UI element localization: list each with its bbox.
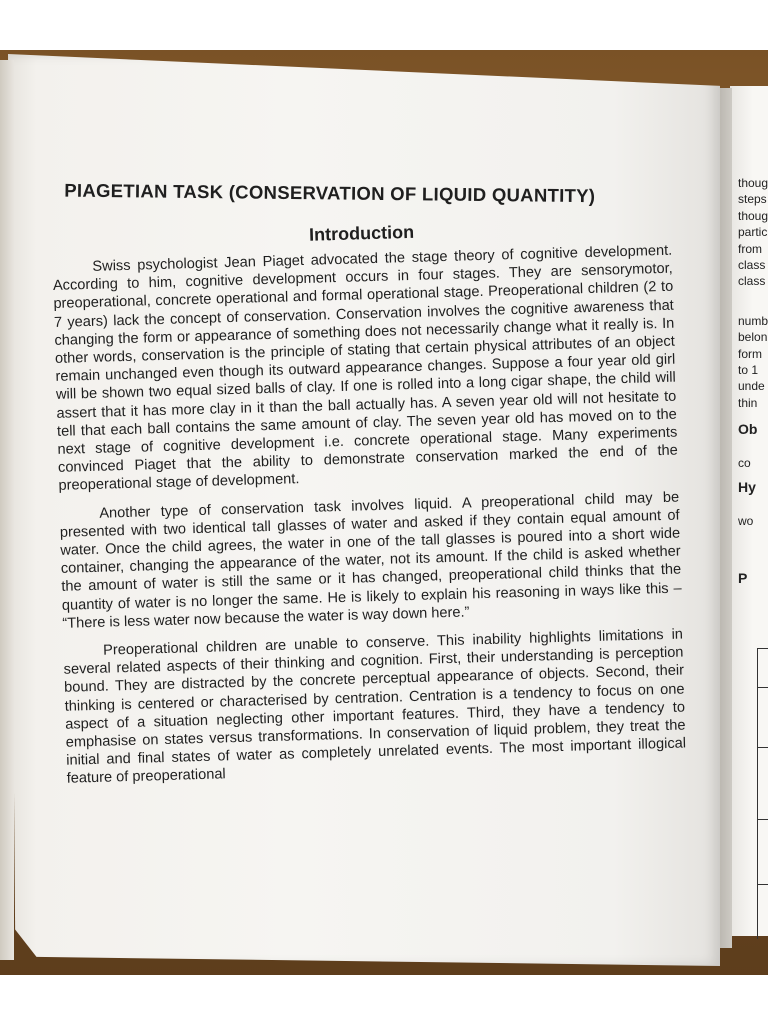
facing-line: class	[738, 274, 766, 289]
facing-gap	[738, 530, 768, 570]
facing-line: numb	[738, 313, 768, 328]
facing-gap	[738, 411, 768, 421]
paragraph-1: Swiss psychologist Jean Piaget advocated the stage theory of cognitive development. According to him, cognitive development occurs in four stages. They are sensorymotor, preoperational, concrete operational and formal operational stage. Preoperational children (2 to 7 years) lack the concept of conservation. Conservation involves the cognitive awareness that changing the form or appearance of something does not necessarily change what it really is. In other words, conservation is the principle of stating that certain physical attributes of an object remain unchanged even though its outward appearance changes. Suppose a four year old girl will be shown two equal sized balls of clay. If one is rolled into a long cigar shape, the child will assert that it has more clay in it than the ball actually has. A seven year old will not hesitate to tell that each ball contains the same amount of clay. The seven year old has moved on to the next stage of cognitive development i.e. concrete operational stage. Many experiments convinced Piaget that the ability to demonstrate conservation marked the end of the preoperational stage of development.	[52, 242, 679, 495]
bottom-margin	[0, 975, 768, 1024]
facing-line: wo	[738, 514, 754, 529]
facing-line: to 1	[738, 362, 759, 377]
paragraph-3: Preoperational children are unable to conserve. This inability highlights limitations in several related aspects of their thinking and cognition. First, their understanding is perception bound. They are distracted by the concrete perceptual appearance of objects. Second, their thinking is centered or characterised by centration. Centration is a tendency to focus on one aspect of a situation neglecting other important features. Third, they have a tendency to emphasise on states versus transformations. In conservation of liquid problem, they treat the initial and final states of water as completely unrelated events. The most important illogical feature of preoperational	[63, 626, 687, 788]
facing-gap	[738, 471, 768, 479]
section-heading: Introduction	[308, 221, 415, 245]
facing-line: form	[738, 346, 762, 361]
table-row-line	[758, 747, 768, 748]
facing-heading-hy: Hy	[738, 479, 756, 496]
facing-line: steps	[738, 192, 767, 207]
facing-line: belon	[738, 330, 768, 345]
top-margin	[0, 0, 768, 50]
facing-line: partic	[738, 225, 768, 240]
table-row-line	[758, 884, 768, 885]
facing-line: thoug	[738, 208, 768, 223]
paragraph-2: Another type of conservation task involves liquid. A preoperational child may be presented with two identical tall glasses of water and asked if they contain equal amount of water. Once the child agrees, the water in one of the tall glasses is poured into a short wide container, changing the appearance of the water, not its amount. If the child is asked whether the amount of water is still the same or it has changed, preoperational child thinks that the quantity of water is no longer the same. He is likely to explain his reasoning in ways like this – “There is less water now because the water is way down here.”	[59, 489, 682, 632]
facing-heading-p: P	[738, 569, 748, 586]
table-row-line	[758, 687, 768, 688]
table-row-line	[758, 819, 768, 820]
page-title: PIAGETIAN TASK (CONSERVATION OF LIQUID QUANTITY)	[64, 179, 596, 207]
facing-line: co	[738, 456, 751, 471]
facing-line: thoug	[738, 176, 768, 190]
facing-line: unde	[738, 379, 765, 394]
facing-page-text	[738, 175, 768, 592]
facing-gap	[738, 290, 768, 313]
facing-page-table	[757, 648, 768, 939]
facing-gap	[738, 501, 768, 513]
facing-heading-ob: Ob	[738, 421, 758, 438]
facing-line: thin	[738, 395, 758, 410]
facing-line: class	[738, 257, 766, 272]
facing-gap	[738, 443, 768, 455]
page-content	[50, 163, 687, 799]
page-stack-edge	[0, 60, 14, 960]
facing-line: from	[738, 241, 762, 256]
